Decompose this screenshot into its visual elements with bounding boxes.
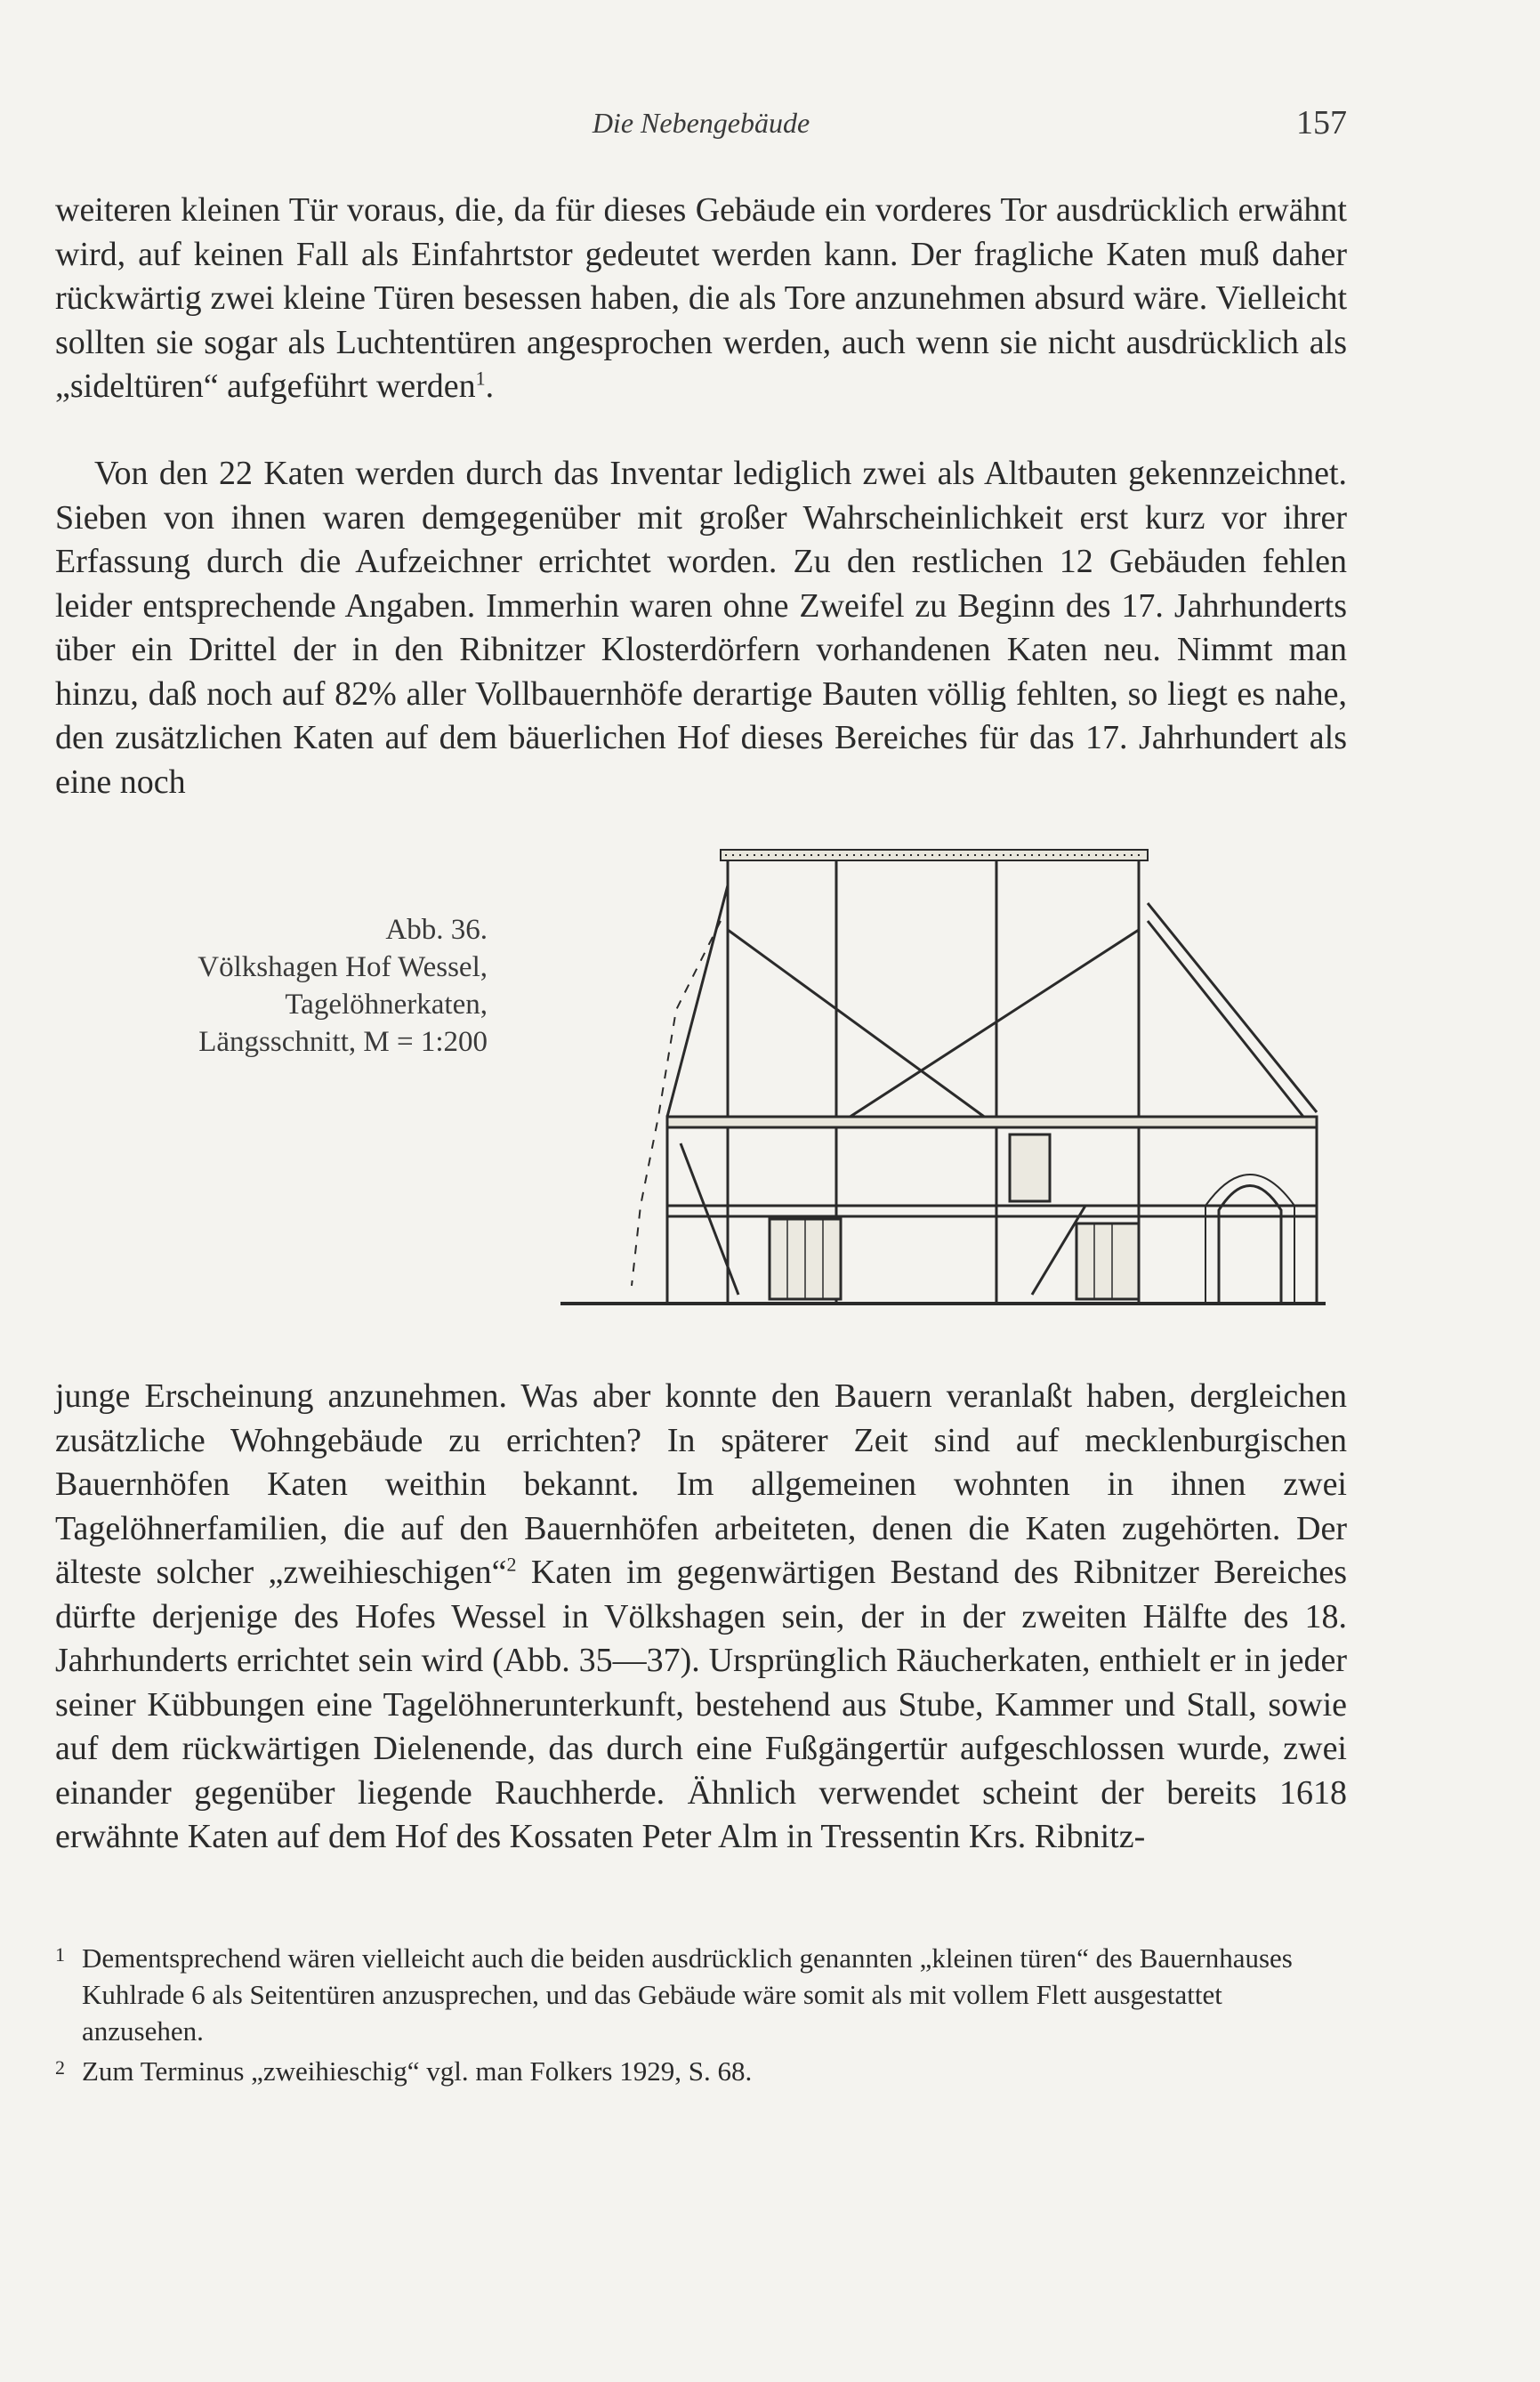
footnote-2 [55,2053,1347,2089]
brace-b [836,930,1139,1126]
paragraph-3-text-a: junge Erscheinung anzunehmen. Was aber konnte den Bauern veranlaßt haben, dergleichen zusätzliche Wohngebäude zu errichten? In späterer Zeit sind auf mecklenburgischen Bauernhöfen Katen weithin bekannt. Im allgemeinen wohnten in ihnen zwei Tagelöhnerfamilien, die auf den Bauernhöfen arbeiteten, denen die Katen zugehörten. Der älteste solcher „zweihieschigen“ [55,1377,1347,1591]
roof-right-inner [1148,921,1303,1117]
roof-left [667,885,728,1117]
figure-caption [55,911,488,1061]
page-header [55,104,1347,160]
window-upper [1010,1134,1050,1201]
page-number: 157 [1296,104,1347,141]
running-title: Die Nebengebäude [592,107,810,139]
paragraph-1-end: . [485,367,495,405]
footnote-1 [55,1940,1347,2049]
caption-line-2: Völkshagen Hof Wessel, [198,951,488,983]
dashed-outline [632,921,721,1286]
paragraph-1-text: weiteren kleinen Tür voraus, die, da für dieses Gebäude ein vorderes Tor ausdrücklich erwähnt wird, auf keinen Fall als Einfahrtstor gedeutet werden kann. Der fragliche Katen muß daher rückwärtig zwei kleine Türen besessen haben, die als Tore anzunehmen absurd wäre. Vielleicht sollten sie sogar als Luchtentüren angesprochen werden, auch wenn sie nicht ausdrücklich als „sideltüren“ aufgeführt werden [55,191,1347,405]
footnote-1-mark: 1 [55,1943,65,1966]
footnote-1-text: Dementsprechend wären vielleicht auch die beiden ausdrücklich genannten „kleinen türen“ des Bauernhauses Kuhlrade 6 als Seitentüren anzusprechen, und das Gebäude wäre somit als mit vollem Flett ausgestattet anzusehen. [82,1942,1293,2047]
caption-line-1: Abb. 36. [385,914,488,946]
door-middle [1076,1223,1139,1299]
footnotes [55,1940,1347,2093]
paragraph-2: Von den 22 Katen werden durch das Inventar lediglich zwei als Altbauten gekennzeichnet. Sieben von ihnen waren demgegenüber mit großer Wahrscheinlichkeit erst kurz vor ihrer Erfassung durch die Aufzeichner errichtet worden. Zu den restlichen 12 Gebäuden fehlen leider entsprechende Angaben. Immerhin waren ohne Zweifel zu Beginn des 17. Jahrhunderts über ein Drittel der in den Ribnitzer Klosterdörfern vorhandenen Katen neu. Nimmt man hinzu, daß noch auf 82% aller Vollbauernhöfe derartige Bauten völlig fehlten, so liegt es nahe, den zusätzlichen Katen auf dem bäuerlichen Hof dieses Bereiches für das 17. Jahrhundert als eine noch [55,455,1347,801]
paragraph-3-text-b: Katen im gegenwärtigen Bestand des Ribnitzer Bereiches dürfte derjenige des Hofes Wessel in Völkshagen sein, der in der zweiten Hälfte des 18. Jahrhunderts errichtet sein wird (Abb. 35—37). Ursprünglich Räucherkaten, enthielt er in jeder seiner Kübbungen eine Tagelöhnerunterkunft, bestehend aus Stube, Kammer und Stall, sowie auf dem rückwärtigen Dielenende, das durch eine Fußgängertür aufgeschlossen wurde, zwei einander gegenüber liegende Rauchherde. Ähnlich verwendet scheint der bereits 1618 erwähnte Katen auf dem Hof des Kossaten Peter Alm in Tressentin Krs. Ribnitz- [55,1554,1347,1855]
roof-right-outer [1148,903,1317,1112]
caption-line-3: Tagelöhnerkaten, [285,989,488,1021]
brace-c [681,1143,738,1295]
footnote-ref-1[interactable]: 1 [475,367,486,390]
footnote-ref-2[interactable]: 2 [506,1553,517,1576]
tie-beam [667,1117,1317,1127]
brace-a [728,930,996,1126]
caption-line-4: Längsschnitt, M = 1:200 [198,1026,488,1058]
paragraph-3 [55,1375,1347,1860]
top-beam [721,850,1148,860]
footnote-2-mark: 2 [55,2056,65,2079]
arched-doorway [1219,1186,1281,1304]
footnote-2-text: Zum Terminus „zweihieschig“ vgl. man Folkers 1929, S. 68. [82,2055,753,2087]
longitudinal-section-drawing [534,832,1334,1317]
paragraph-1 [55,189,1347,409]
